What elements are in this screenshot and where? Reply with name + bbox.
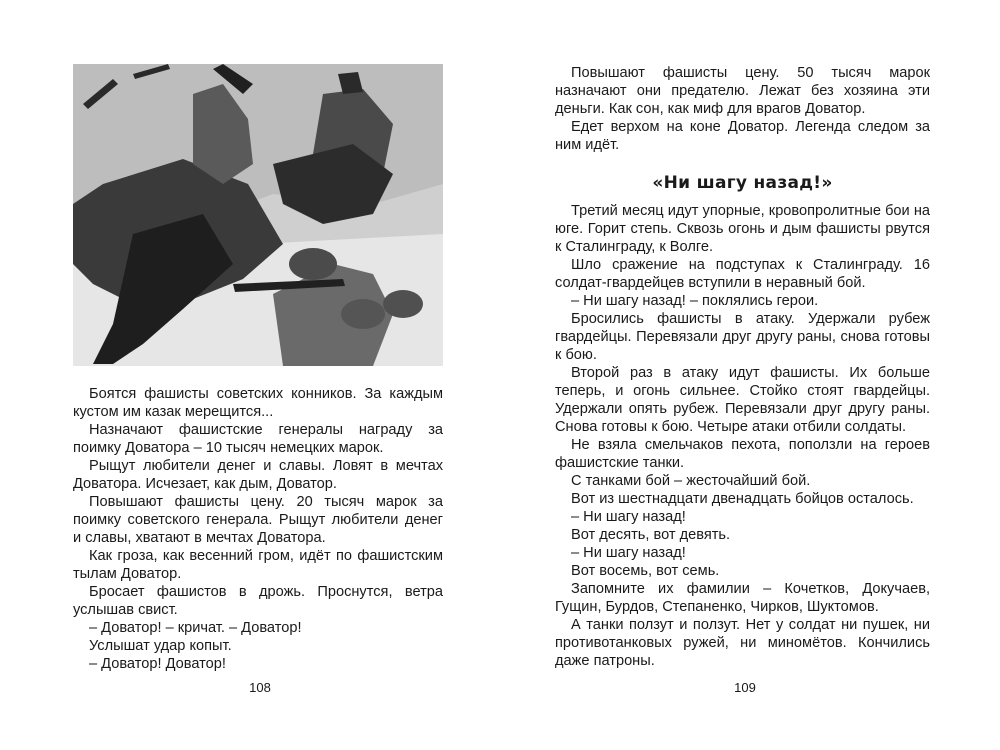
cavalry-illustration [73, 64, 443, 366]
cavalry-charge-drawing [73, 64, 443, 366]
paragraph: Повышают фашисты цену. 20 тысяч марок за поимку советского генерала. Рыщут любители денег и славы, хватают в мечтах Доватора. [73, 494, 443, 546]
paragraph: Бросились фашисты в атаку. Удержали рубеж гвардейцы. Перевязали друг другу раны, снова готовы к бою. [555, 311, 930, 363]
paragraph: Не взяла смельчаков пехота, поползли на героев фашистские танки. [555, 437, 930, 471]
paragraph: Шло сражение на подступах к Сталинграду. 16 солдат-гвардейцев вступили в неравный бой. [555, 257, 930, 291]
paragraph: – Доватор! Доватор! [89, 656, 226, 672]
page-number-right: 109 [734, 680, 756, 695]
paragraph: Назначают фашистские генералы награду за поимку Доватора – 10 тысяч немецких марок. [73, 422, 443, 456]
paragraph: – Ни шагу назад! [571, 509, 686, 525]
paragraph: Вот десять, вот девять. [571, 527, 731, 543]
left-page-text [73, 385, 443, 673]
paragraph: Повышают фашисты цену. 50 тысяч марок назначают они предателю. Лежат без хозяина эти деньги. Как сон, как миф для врагов Доватор. [555, 65, 930, 117]
chapter-heading: «Ни шагу назад!» [652, 173, 833, 193]
paragraph: Услышат удар копыт. [89, 638, 232, 654]
paragraph: Как гроза, как весенний гром, идёт по фашистским тылам Доватор. [73, 548, 443, 582]
paragraph: Бросает фашистов в дрожь. Проснутся, ветра услышав свист. [73, 584, 443, 618]
paragraph: Боятся фашисты советских конников. За каждым кустом им казак мерещится... [73, 386, 443, 420]
paragraph: – Ни шагу назад! [571, 545, 686, 561]
right-page [500, 0, 1000, 750]
paragraph: Вот восемь, вот семь. [571, 563, 720, 579]
paragraph: Едет верхом на коне Доватор. Легенда следом за ним идёт. [555, 119, 930, 153]
paragraph: – Доватор! – кричат. – Доватор! [89, 620, 302, 636]
paragraph: Третий месяц идут упорные, кровопролитные бои на юге. Горит степь. Сквозь огонь и дым фашисты рвутся к Сталинграду, к Волге. [555, 203, 930, 255]
paragraph: – Ни шагу назад! – поклялись герои. [571, 293, 819, 309]
paragraph: Вот из шестнадцати двенадцать бойцов осталось. [571, 491, 914, 507]
paragraph: Запомните их фамилии – Кочетков, Докучаев, Гущин, Бурдов, Степаненко, Чирков, Шуктомов. [555, 581, 930, 615]
page-number-left: 108 [249, 680, 271, 695]
paragraph: Второй раз в атаку идут фашисты. Их больше теперь, и огонь сильнее. Стойко стоят гвардейцы. Удержали опять рубеж. Перевязали друг другу раны. Снова готовы к бою. Четыре атаки отбили солдаты. [555, 365, 930, 435]
paragraph: А танки ползут и ползут. Нет у солдат ни пушек, ни противотанковых ружей, ни миномётов. Кончились даже патроны. [555, 617, 930, 669]
right-page-main-text [555, 202, 930, 670]
paragraph: Рыщут любители денег и славы. Ловят в мечтах Доватора. Исчезает, как дым, Доватор. [73, 458, 443, 492]
paragraph: С танками бой – жесточайший бой. [571, 473, 811, 489]
right-page-top-text [555, 64, 930, 154]
